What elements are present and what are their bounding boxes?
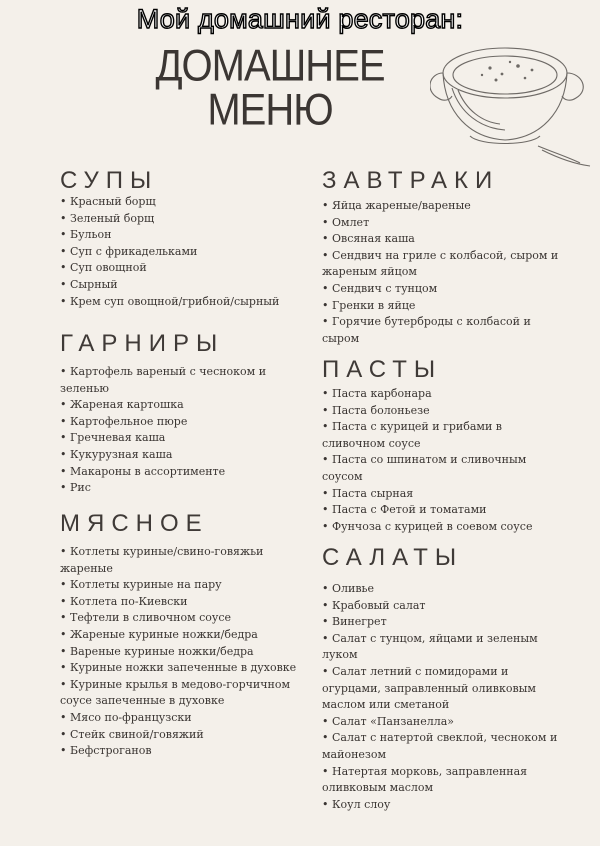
list-item: • Кукурузная каша — [60, 447, 300, 464]
list-item: • Салат летний с помидорами и огурцами, заправленный оливковым маслом или сметаной — [322, 664, 562, 714]
list-item: • Крабовый салат — [322, 598, 562, 615]
list-item: • Зеленый борщ — [60, 211, 300, 228]
list-item: • Фунчоза с курицей в соевом соусе — [322, 519, 562, 536]
salads-list — [322, 581, 562, 813]
list-item: • Стейк свиной/говяжий — [60, 727, 300, 744]
list-item: • Винегрет — [322, 614, 562, 631]
list-item: • Сендвич с тунцом — [322, 281, 562, 298]
list-item: • Яйца жареные/вареные — [322, 198, 562, 215]
salads-heading: САЛАТЫ — [322, 544, 464, 571]
breakfasts-heading: ЗАВТРАКИ — [322, 167, 500, 194]
list-item: • Котлеты куриные на пару — [60, 577, 300, 594]
pastas-heading: ПАСТЫ — [322, 356, 443, 383]
list-item: • Котлеты куриные/свино-говяжьи жареные — [60, 544, 300, 577]
list-item: • Сырный — [60, 277, 300, 294]
list-item: • Картофельное пюре — [60, 414, 300, 431]
meat-heading: МЯСНОЕ — [60, 510, 209, 537]
list-item: • Вареные куриные ножки/бедра — [60, 644, 300, 661]
list-item: • Суп овощной — [60, 260, 300, 277]
list-item: • Картофель вареный с чесноком и зеленью — [60, 364, 300, 397]
list-item: • Салат с натертой свеклой, чесноком и майонезом — [322, 730, 562, 763]
list-item: • Куриные крылья в медово-горчичном соусе запеченные в духовке — [60, 677, 300, 710]
menu-title-line2: МЕНЮ — [207, 85, 333, 135]
list-item: • Бефстроганов — [60, 743, 300, 760]
list-item: • Омлет — [322, 215, 562, 232]
list-item: • Рис — [60, 480, 300, 497]
garnishes-heading: ГАРНИРЫ — [60, 330, 225, 357]
list-item: • Коул слоу — [322, 797, 562, 814]
list-item: • Жареные куриные ножки/бедра — [60, 627, 300, 644]
list-item: • Натертая морковь, заправленная оливковым маслом — [322, 764, 562, 797]
pastas-list — [322, 386, 562, 535]
list-item: • Овсяная каша — [322, 231, 562, 248]
soups-heading: СУПЫ — [60, 167, 159, 194]
list-item: • Паста с курицей и грибами в сливочном соусе — [322, 419, 562, 452]
list-item: • Бульон — [60, 227, 300, 244]
list-item: • Паста со шпинатом и сливочным соусом — [322, 452, 562, 485]
list-item: • Гречневая каша — [60, 430, 300, 447]
garnishes-list — [60, 364, 300, 497]
list-item: • Паста болоньезе — [322, 403, 562, 420]
list-item: • Красный борщ — [60, 194, 300, 211]
breakfasts-list — [322, 198, 562, 347]
menu-title-line1: ДОМАШНЕЕ — [155, 41, 385, 91]
list-item: • Крем суп овощной/грибной/сырный — [60, 294, 300, 311]
soups-list — [60, 194, 300, 310]
image-caption: Мой домашний ресторан: — [136, 4, 464, 34]
list-item: • Салат «Панзанелла» — [322, 714, 562, 731]
list-item: • Жареная картошка — [60, 397, 300, 414]
list-item: • Паста с Фетой и томатами — [322, 502, 562, 519]
soup-bowl-illustration — [430, 18, 600, 178]
list-item: • Гренки в яйце — [322, 298, 562, 315]
list-item: • Макароны в ассортименте — [60, 464, 300, 481]
meat-list — [60, 544, 300, 760]
list-item: • Сендвич на гриле с колбасой, сыром и жареным яйцом — [322, 248, 562, 281]
list-item: • Оливье — [322, 581, 562, 598]
list-item: • Паста карбонара — [322, 386, 562, 403]
list-item: • Тефтели в сливочном соусе — [60, 610, 300, 627]
list-item: • Куриные ножки запеченные в духовке — [60, 660, 300, 677]
list-item: • Мясо по-французски — [60, 710, 300, 727]
list-item: • Салат с тунцом, яйцами и зеленым луком — [322, 631, 562, 664]
list-item: • Суп с фрикадельками — [60, 244, 300, 261]
list-item: • Горячие бутерброды с колбасой и сыром — [322, 314, 562, 347]
list-item: • Паста сырная — [322, 486, 562, 503]
list-item: • Котлета по-Киевски — [60, 594, 300, 611]
